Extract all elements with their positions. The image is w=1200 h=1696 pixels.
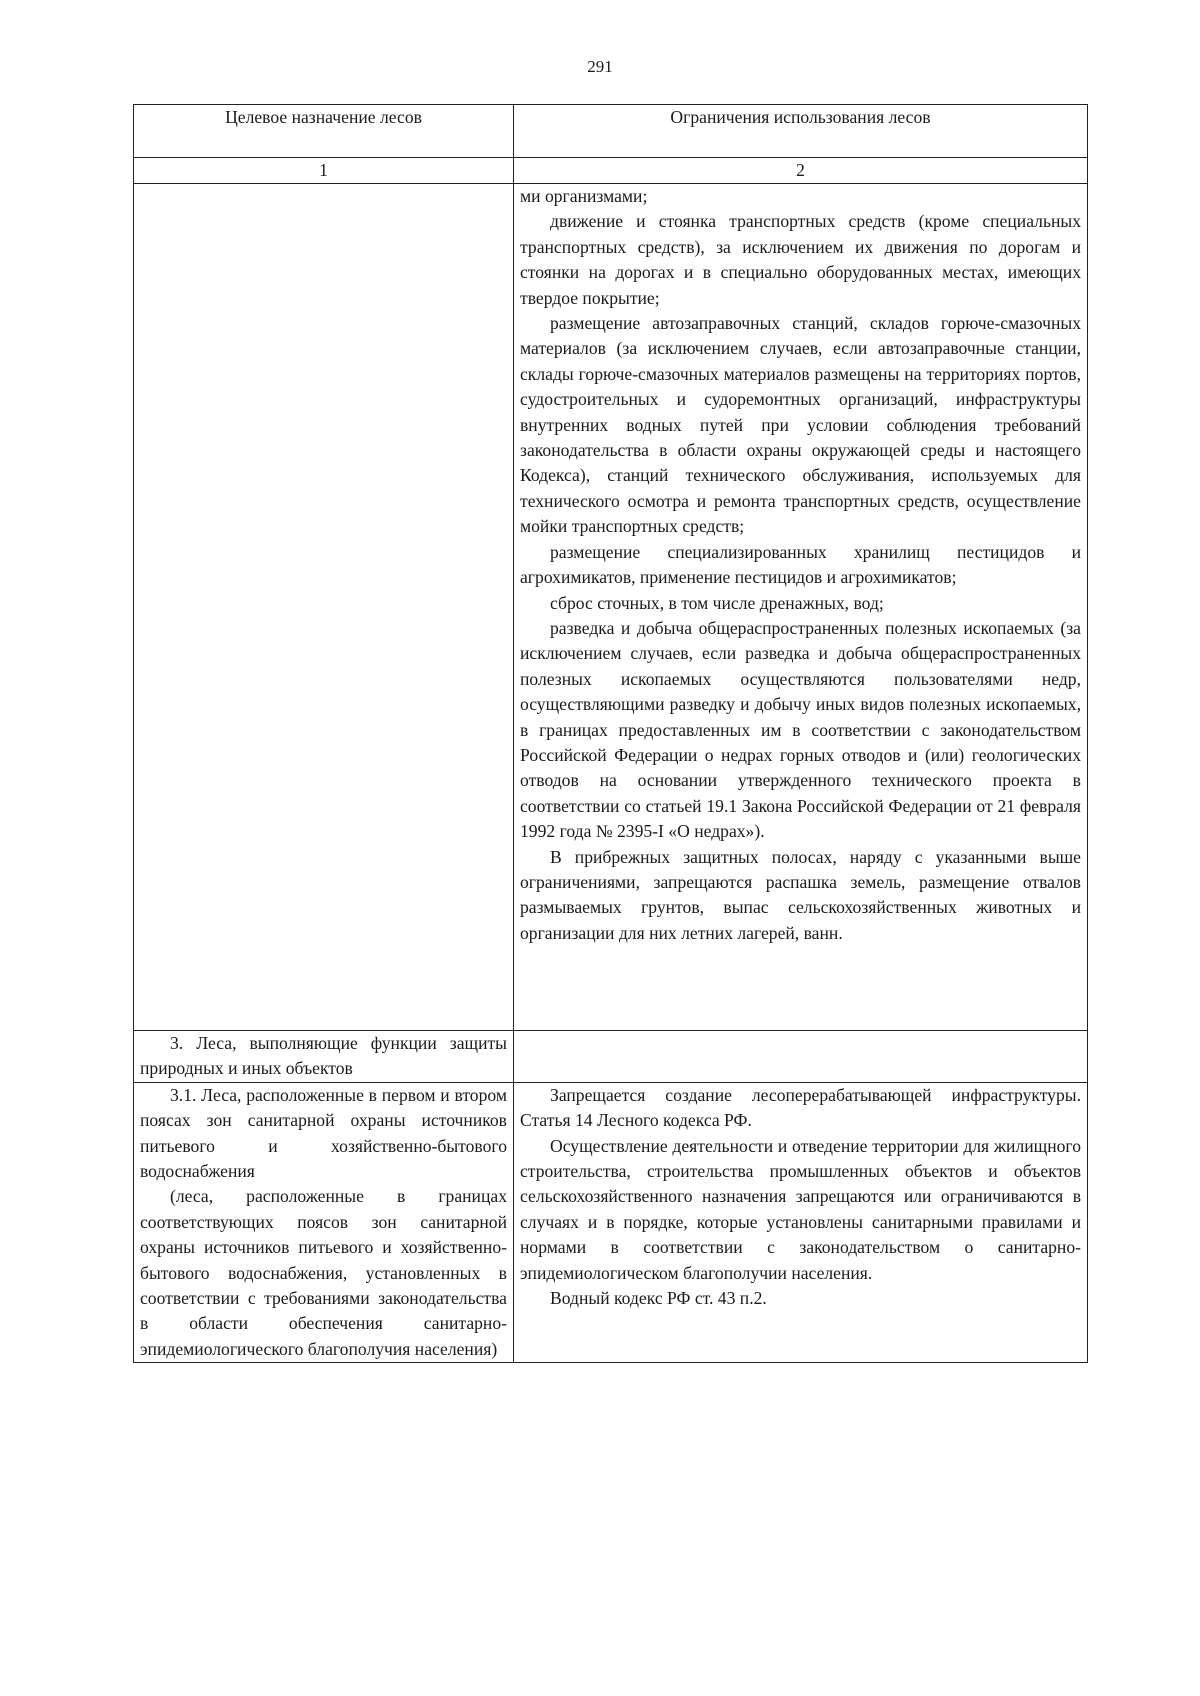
paragraph: размещение автозаправочных станций, складов горюче-смазочных материалов (за исключением случаев, если автозаправочные станции, склады горюче-смазочных материалов размещены на территориях портов, судостроительных и судоремонтных организаций, инфраструктуры внутренних водных путей при условии соблюдения требований законодательства в области охраны окружающей среды и настоящего Кодекса), станций технического обслуживания, используемых для технического осмотра и ремонта транспортных средств, осуществление мойки транспортных средств; [520, 313, 1081, 537]
paragraph: 3.1. Леса, расположенные в первом и втором поясах зон санитарной охраны источников питьевого и хозяйственно-бытового водоснабжения [140, 1084, 507, 1182]
table-row [134, 184, 1088, 1031]
column-number-2: 2 [514, 158, 1088, 184]
paragraph: В прибрежных защитных полосах, наряду с указанными выше ограничениями, запрещаются распашка земель, размещение отвалов размываемых грунтов, выпас сельскохозяйственных животных и организации для них летних лагерей, ванн. [520, 846, 1081, 943]
page-number: 291 [587, 57, 613, 76]
paragraph: сброс сточных, в том числе дренажных, вод; [550, 592, 884, 613]
row-0-col2 [514, 184, 1088, 1031]
row-0-col1 [134, 184, 514, 1031]
row-1-col1 [134, 1031, 514, 1083]
section-heading: 3. Леса, выполняющие функции защиты природных и иных объектов [140, 1033, 507, 1079]
paragraph: ми организмами; [520, 186, 648, 206]
table-row [134, 1082, 1088, 1362]
table-row [134, 1031, 1088, 1083]
row-1-col2 [514, 1031, 1088, 1083]
row-2-col2 [514, 1082, 1088, 1362]
forest-restrictions-table [133, 104, 1088, 1363]
header-forest-restrictions: Ограничения использования лесов [514, 105, 1088, 158]
column-number-1: 1 [134, 158, 514, 184]
row-2-col1 [134, 1082, 514, 1362]
paragraph: разведка и добыча общераспространенных полезных ископаемых (за исключением случаев, если разведка и добыча общераспространенных полезных ископаемых осуществляются пользователями недр, осуществляющими разведку и добычу иных видов полезных ископаемых, в границах предоставленных им в соответствии с законодательством Российской Федерации о недрах горных отводов и (или) геологических отводов на основании утвержденного технического проекта в соответствии со статьей 19.1 Закона Российской Федерации от 21 февраля 1992 года № 2395-I «О недрах»). [520, 617, 1081, 842]
paragraph: движение и стоянка транспортных средств (кроме специальных транспортных средств), за исключением их движения по дорогам и стоянки на дорогах и в специально оборудованных местах, имеющих твердое покрытие; [520, 211, 1081, 308]
paragraph: (леса, расположенные в границах соответствующих поясов зон санитарной охраны источников питьевого и хозяйственно-бытового водоснабжения, установленных в соответствии с требованиями законодательства в области обеспечения санитарно-эпидемиологического благополучия населения) [140, 1186, 507, 1359]
paragraph: Осуществление деятельности и отведение территории для жилищного строительства, строительства промышленных объектов и объектов сельскохозяйственного назначения запрещаются или ограничиваются в случаях и в порядке, которые установлены санитарными правилами и нормами в соответствии с законодательством о санитарно-эпидемиологическом благополучии населения. [520, 1135, 1081, 1283]
column-number-row [134, 158, 1088, 184]
table-header-row [134, 105, 1088, 158]
paragraph: Водный кодекс РФ ст. 43 п.2. [550, 1288, 767, 1309]
paragraph: Запрещается создание лесоперерабатывающей инфраструктуры. Статья 14 Лесного кодекса РФ. [520, 1084, 1081, 1131]
header-forest-purpose: Целевое назначение лесов [134, 105, 514, 158]
paragraph: размещение специализированных хранилищ пестицидов и агрохимикатов, применение пестицидов и агрохимикатов; [520, 541, 1081, 588]
